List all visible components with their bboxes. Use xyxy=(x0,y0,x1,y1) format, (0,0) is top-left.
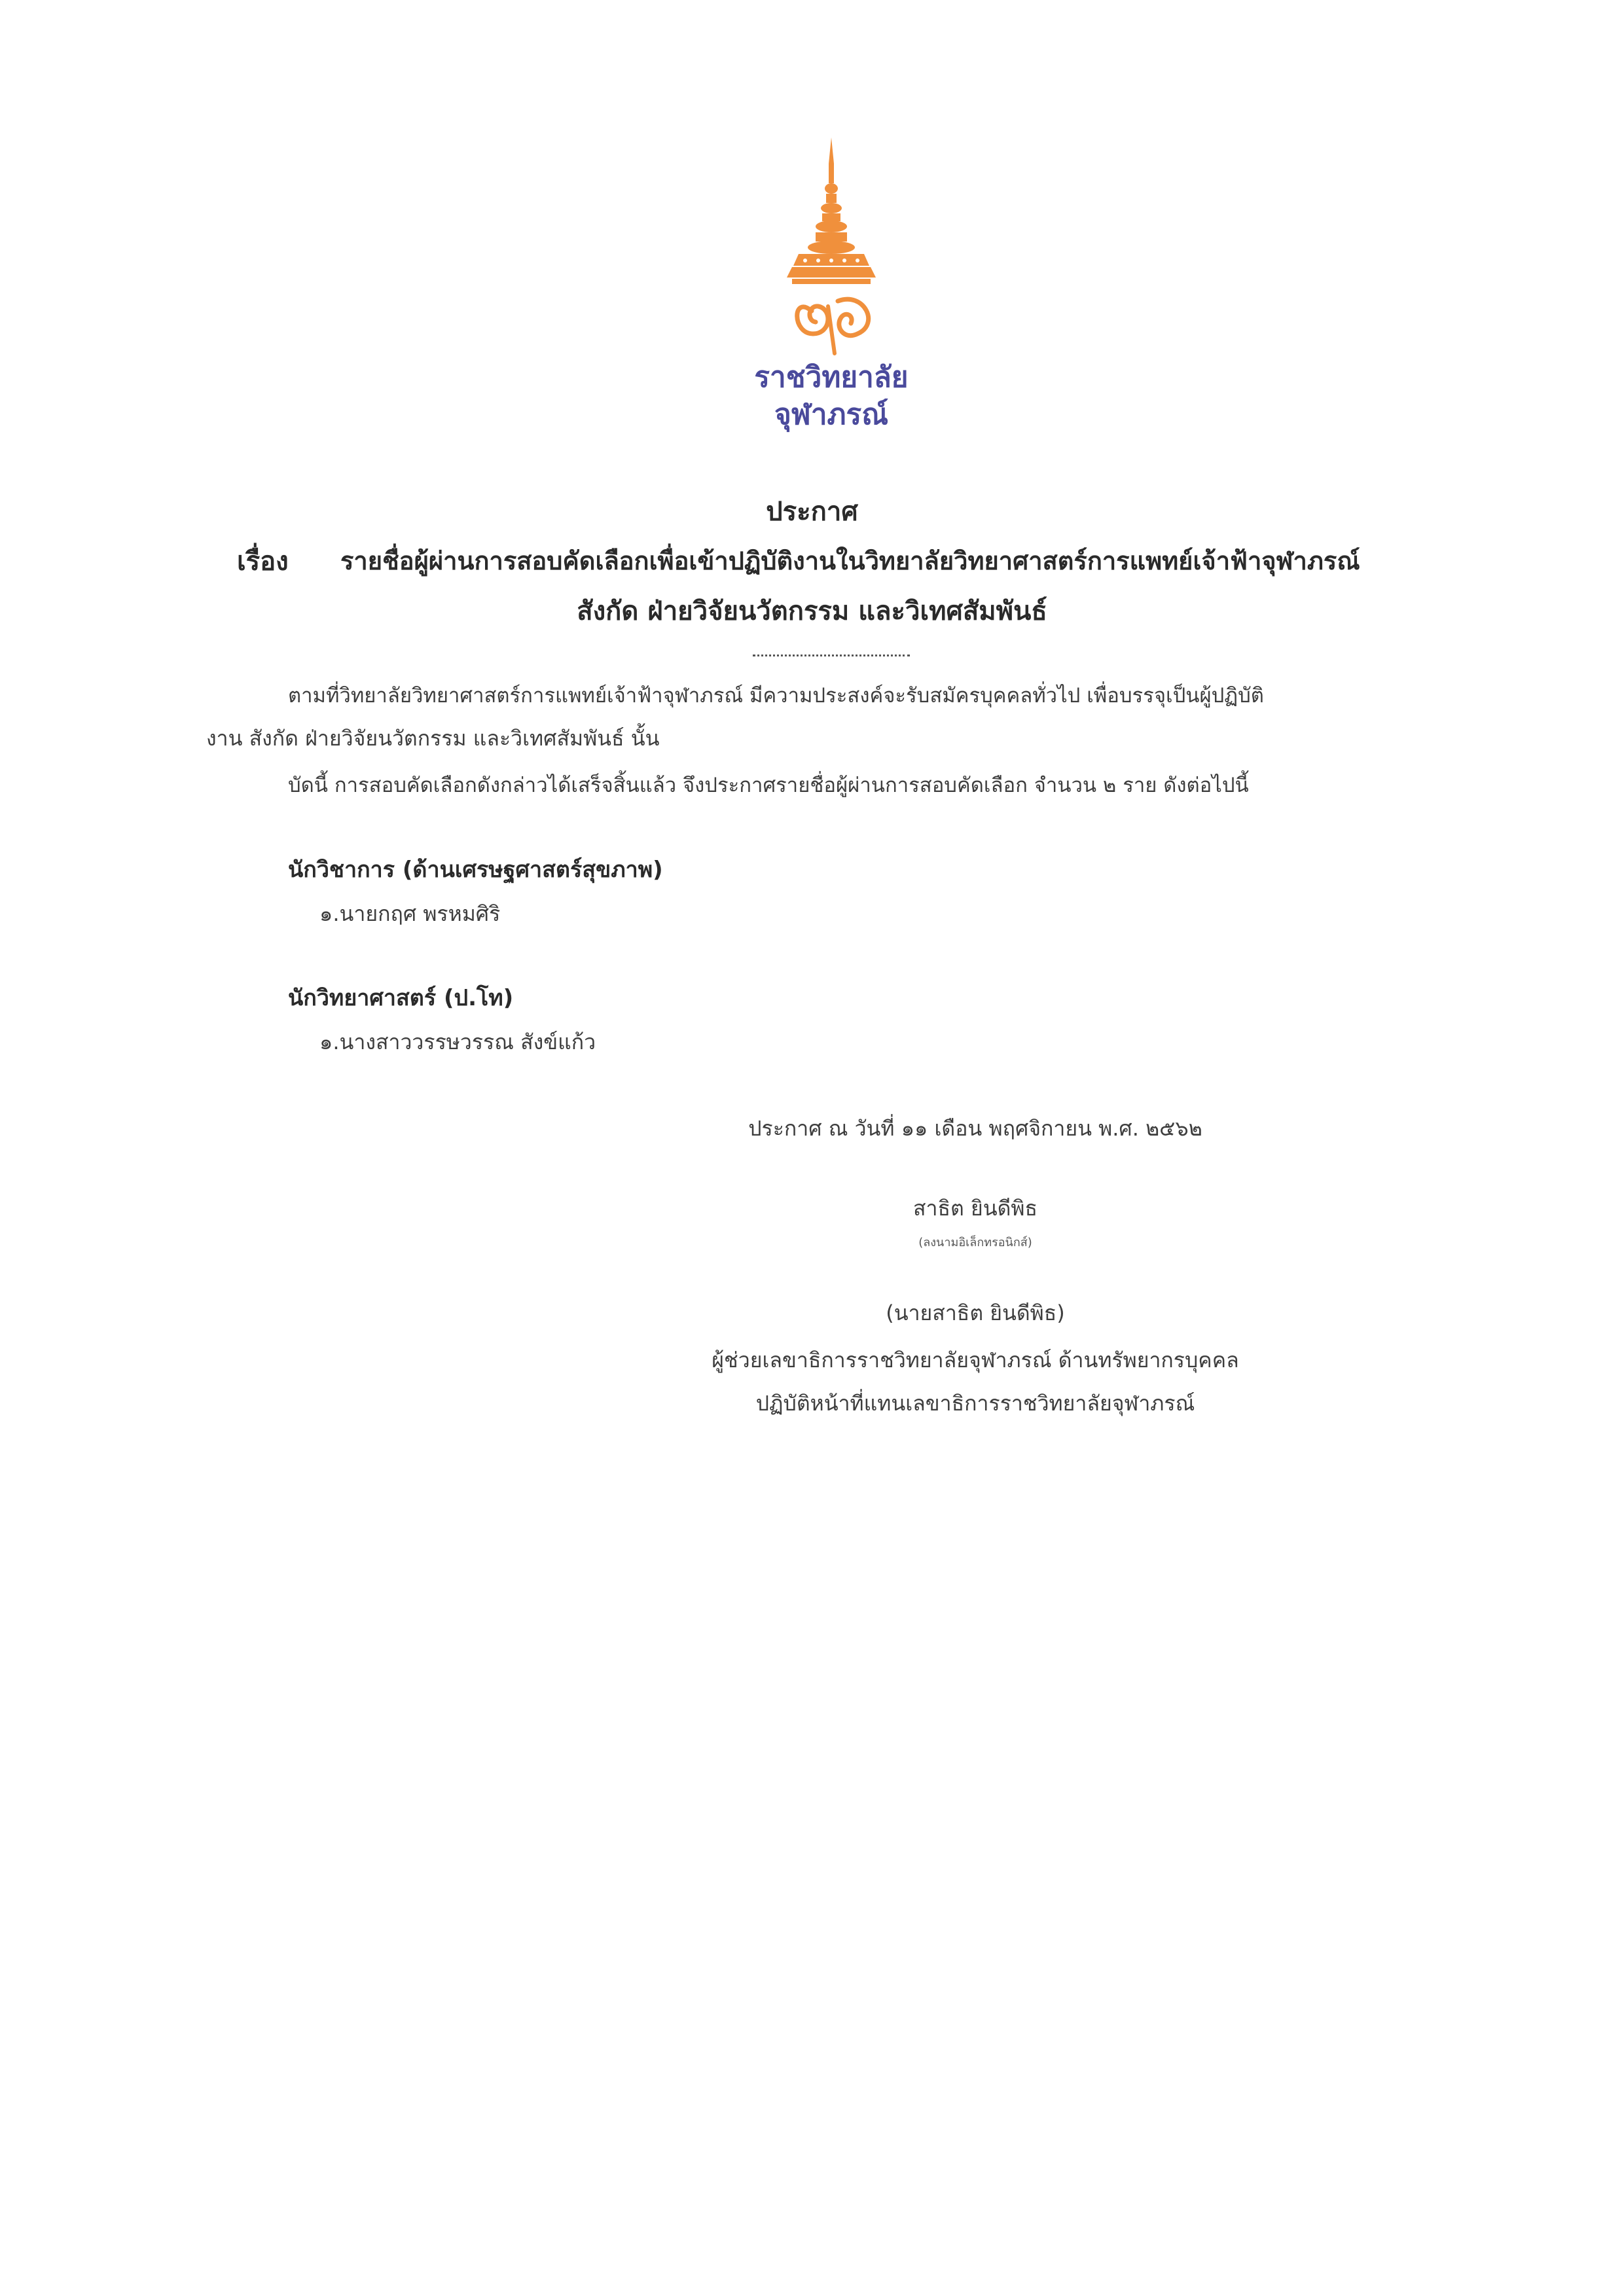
signature-name: สาธิต ยินดีพิธ xyxy=(912,1196,1038,1221)
royal-crown-emblem-logo xyxy=(772,137,890,360)
announcement-date: ประกาศ ณ วันที่ ๑๑ เดือน พฤศจิกายน พ.ศ. ๒๕๖๒ xyxy=(748,1116,1202,1141)
document-type-title: ประกาศ xyxy=(766,497,858,527)
paragraph-1-line2: งาน สังกัด ฝ่ายวิจัยนวัตกรรม และวิเทศสัมพันธ์ นั้น xyxy=(206,726,660,751)
signer-title-line1: ผู้ช่วยเลขาธิการราชวิทยาลัยจุฬาภรณ์ ด้านทรัพยากรบุคคล xyxy=(712,1348,1239,1372)
position-title: นักวิทยาศาสตร์ (ป.โท) xyxy=(288,985,514,1011)
signer-full-name: (นายสาธิต ยินดีพิธ) xyxy=(886,1300,1065,1325)
candidate-name: ๑.นายกฤศ พรหมศิริ xyxy=(319,901,501,926)
crown-emblem-icon xyxy=(772,137,890,360)
candidate-name: ๑.นางสาววรรษวรรณ สังข์แก้ว xyxy=(319,1030,596,1054)
position-title: นักวิชาการ (ด้านเศรษฐศาสตร์สุขภาพ) xyxy=(288,857,663,883)
paragraph-2: บัดนี้ การสอบคัดเลือกดังกล่าวได้เสร็จสิ้นแล้ว จึงประกาศรายชื่อผู้ผ่านการสอบคัดเลือก จำนวน ๒ ราย ดังต่อไปนี้ xyxy=(288,774,1249,797)
subject-label: เรื่อง xyxy=(237,547,289,577)
electronic-signature-note: (ลงนามอิเล็กทรอนิกส์) xyxy=(918,1236,1032,1249)
subject-text-line1: รายชื่อผู้ผ่านการสอบคัดเลือกเพื่อเข้าปฏิบัติงานในวิทยาลัยวิทยาศาสตร์การแพทย์เจ้าฟ้าจุฬาภรณ์ xyxy=(340,547,1360,575)
paragraph-1-line1: ตามที่วิทยาลัยวิทยาศาสตร์การแพทย์เจ้าฟ้าจุฬาภรณ์ มีความประสงค์จะรับสมัครบุคคลทั่วไป เพื่อบรรจุเป็นผู้ปฏิบัติ xyxy=(288,684,1264,708)
signer-title-line2: ปฏิบัติหน้าที่แทนเลขาธิการราชวิทยาลัยจุฬาภรณ์ xyxy=(755,1391,1195,1416)
logo-institution-name-line2: จุฬาภรณ์ xyxy=(774,398,889,431)
dotted-separator xyxy=(753,655,910,656)
subject-text-line2: สังกัด ฝ่ายวิจัยนวัตกรรม และวิเทศสัมพันธ์ xyxy=(577,596,1047,626)
logo-institution-name-line1: ราชวิทยาลัย xyxy=(754,361,909,394)
